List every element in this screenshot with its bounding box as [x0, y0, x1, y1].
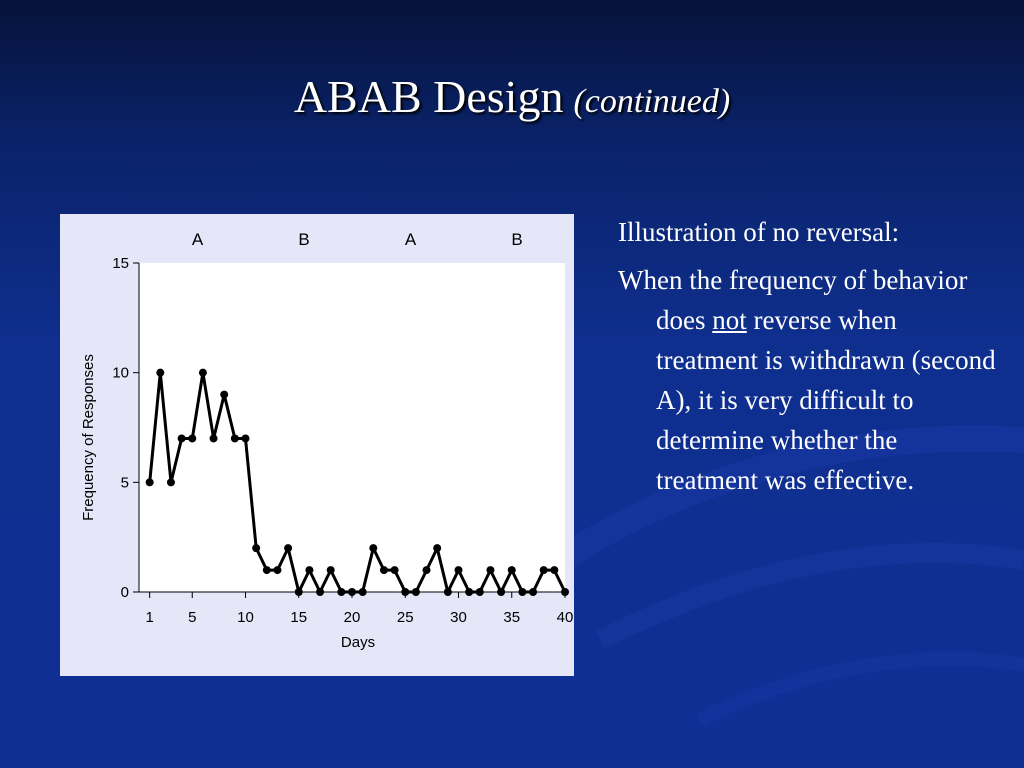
frequency-chart: [60, 214, 574, 676]
data-point-15: [295, 588, 303, 596]
y-tick-label-5: 5: [120, 474, 129, 492]
data-point-31: [465, 588, 473, 596]
data-point-6: [199, 369, 207, 377]
slide-title: [0, 70, 1024, 123]
x-tick-label-5: 5: [188, 609, 197, 626]
data-point-5: [188, 434, 196, 442]
data-point-12: [263, 566, 271, 574]
phase-label-2: B: [298, 230, 310, 249]
data-point-22: [369, 544, 377, 552]
title-subtitle: (continued): [573, 83, 731, 120]
data-point-21: [359, 588, 367, 596]
phase-label-3: A: [404, 230, 417, 249]
data-point-33: [486, 566, 494, 574]
data-point-3: [167, 478, 175, 486]
data-point-32: [476, 588, 484, 596]
data-point-19: [337, 588, 345, 596]
data-point-28: [433, 544, 441, 552]
data-point-39: [550, 566, 558, 574]
data-point-17: [316, 588, 324, 596]
data-point-20: [348, 588, 356, 596]
data-point-10: [242, 434, 250, 442]
y-tick-label-10: 10: [112, 364, 129, 382]
data-point-26: [412, 588, 420, 596]
body-text-pre: When the frequency of behavior does: [618, 265, 968, 335]
data-point-8: [220, 391, 228, 399]
x-tick-label-35: 35: [503, 609, 521, 626]
plot-area: [139, 263, 565, 592]
y-tick-label-0: 0: [120, 584, 129, 601]
data-point-27: [423, 566, 431, 574]
data-point-34: [497, 588, 505, 596]
y-tick-label-15: 15: [112, 255, 129, 272]
data-point-25: [401, 588, 409, 596]
x-tick-label-15: 15: [290, 609, 308, 626]
data-point-24: [391, 566, 399, 574]
data-point-38: [540, 566, 548, 574]
data-point-14: [284, 544, 292, 552]
slide-body: [618, 212, 998, 500]
x-tick-label-1: 1: [145, 609, 154, 626]
y-axis-label: Frequency of Responses: [80, 354, 97, 521]
x-axis-label: Days: [340, 634, 376, 651]
data-point-29: [444, 588, 452, 596]
x-tick-label-20: 20: [343, 609, 361, 626]
data-point-2: [156, 369, 164, 377]
body-paragraph: [618, 260, 998, 500]
data-point-13: [273, 566, 281, 574]
data-point-1: [146, 478, 154, 486]
data-point-36: [518, 588, 526, 596]
phase-label-1: A: [191, 230, 204, 249]
data-point-37: [529, 588, 537, 596]
data-point-18: [327, 566, 335, 574]
data-point-7: [210, 434, 218, 442]
data-point-30: [455, 566, 463, 574]
x-tick-label-10: 10: [237, 609, 254, 626]
x-tick-label-25: 25: [396, 609, 414, 626]
data-point-4: [178, 434, 186, 442]
body-caption: Illustration of no reversal:: [618, 217, 900, 247]
phase-label-4: B: [511, 230, 523, 249]
data-point-9: [231, 434, 239, 442]
data-point-23: [380, 566, 388, 574]
x-tick-label-40: 40: [556, 609, 574, 626]
body-text-post: reverse when treatment is withdrawn (second A), it is very difficult to determine whether the treatment was effective.: [656, 305, 996, 495]
x-tick-label-30: 30: [450, 609, 467, 626]
data-point-16: [305, 566, 313, 574]
title-main: ABAB Design: [293, 71, 564, 122]
chart-panel: [60, 214, 574, 676]
data-point-35: [508, 566, 516, 574]
data-point-11: [252, 544, 260, 552]
body-text-emphasis: not: [712, 305, 747, 335]
data-point-40: [561, 588, 569, 596]
